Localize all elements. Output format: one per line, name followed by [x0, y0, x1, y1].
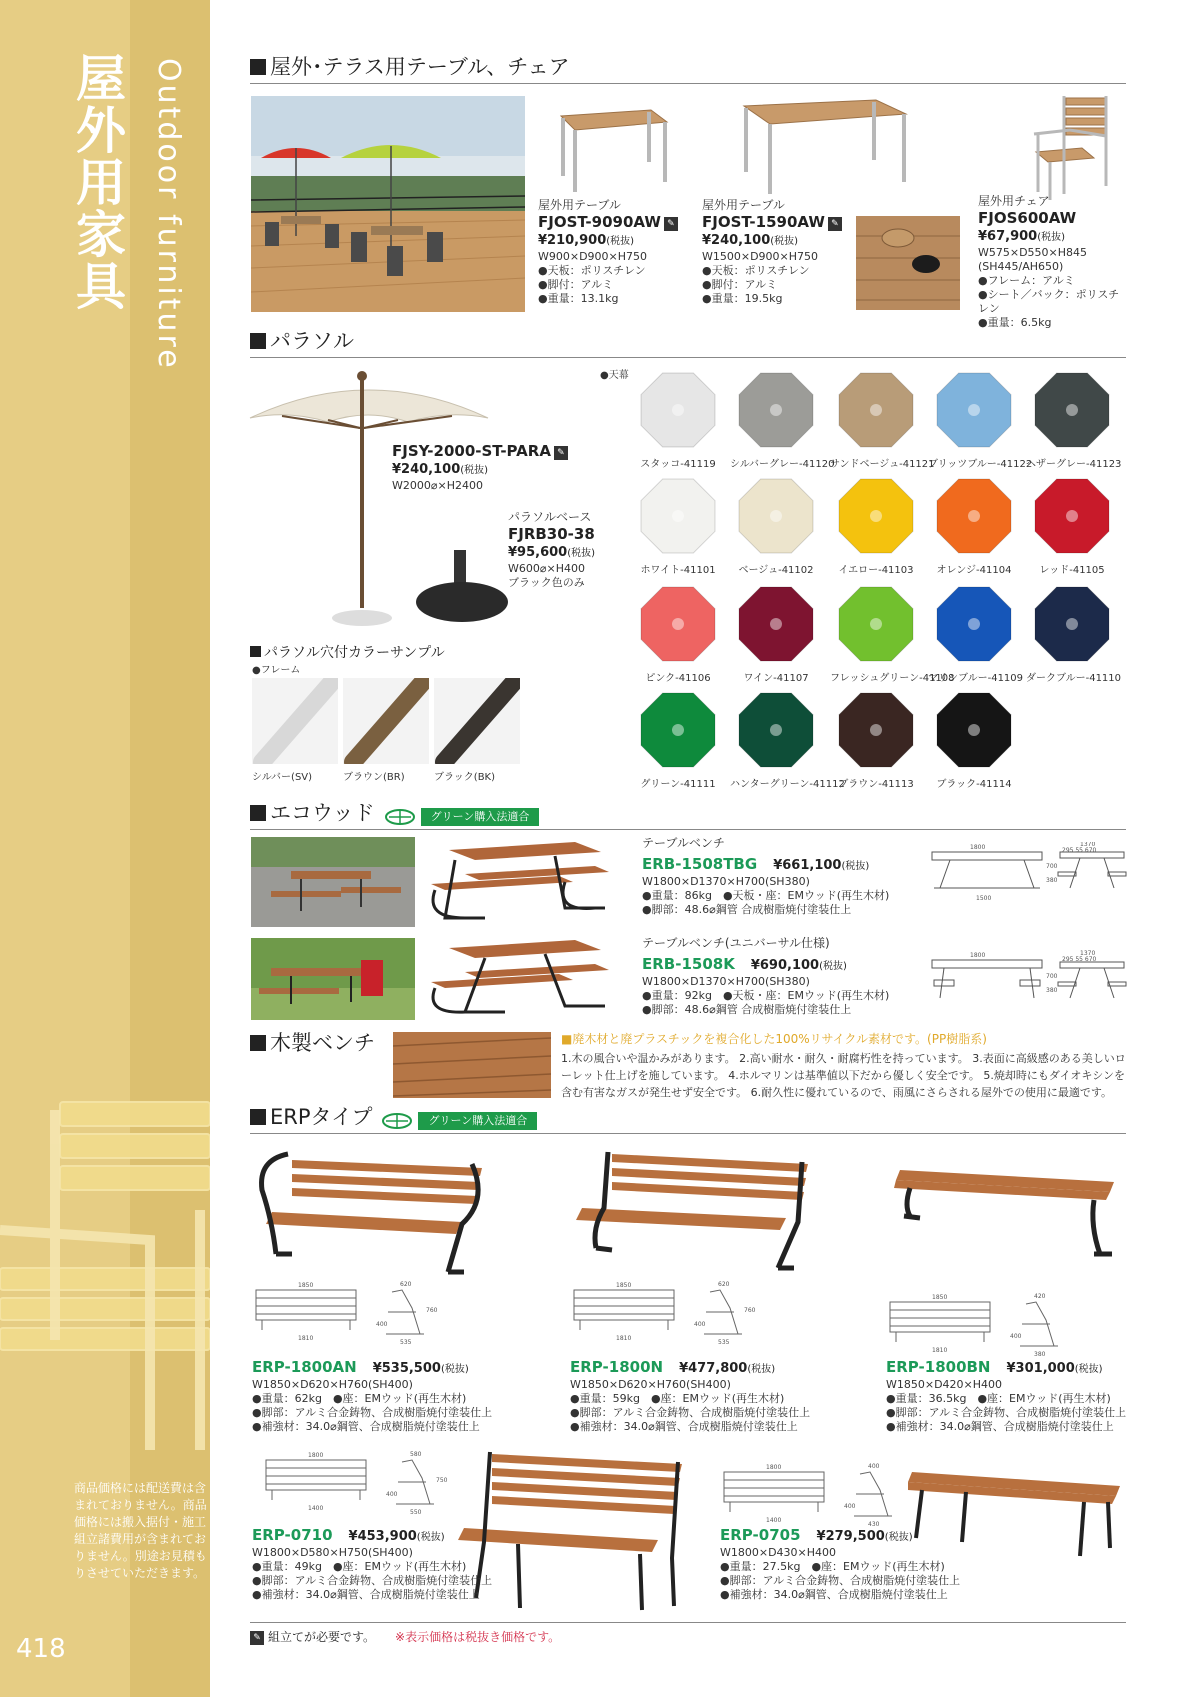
- frame-color-label: ブラック(BK): [434, 772, 496, 783]
- dim-depth: 1370: [1080, 842, 1096, 848]
- spec-line: W900×D900×H750: [538, 250, 648, 263]
- spec-line: ●重量：36.5kg ●座：EMウッド(再生木材): [886, 1392, 1111, 1405]
- erp-product-card: [886, 1354, 1186, 1434]
- dim-seat-height: 400: [694, 1321, 706, 1328]
- terrace-photo: [251, 96, 525, 312]
- spec-line: ●脚部：アルミ合金鋳物、合成樹脂焼付塗装仕上: [252, 1406, 493, 1419]
- table-hole-detail-image: [856, 216, 960, 310]
- product-price: ¥210,900: [538, 233, 607, 248]
- green-purchase-badge: [382, 1108, 537, 1134]
- canopy-swatch: [928, 582, 1024, 684]
- heading-square-icon: [250, 1109, 266, 1125]
- spec-line: ●重量：19.5kg: [702, 292, 783, 305]
- parasol-card: [392, 442, 592, 493]
- canopy-swatch: [928, 688, 1020, 790]
- dim-depth: 420: [1034, 1293, 1046, 1300]
- erp-dimension-drawing: [570, 1278, 770, 1348]
- frame-sample-heading: [250, 642, 445, 662]
- canopy-label: サンドベージュ-41121: [830, 459, 935, 470]
- spec-line: W600⌀×H400: [508, 562, 585, 575]
- dim-depth: 620: [718, 1281, 730, 1288]
- product-price: ¥240,100: [392, 462, 461, 477]
- product-code: FJRB30-38: [508, 525, 595, 543]
- wrench-icon: ✎: [828, 217, 842, 231]
- canopy-label: スタッコ-41119: [640, 459, 716, 470]
- wood-bench-description: 1.木の風合いや温かみがあります。 2.高い耐水・耐久・耐腐朽性を持っています。 3.表面に高級感のある美しいローレット仕上げを施しています。 4.ホルマリンは基準値以下だから優しく安全です。 5.焼却時にもダイオキシンを含む有害なガスが発生せず安全です。 6.耐久性に優れているので、雨風にさらされる屋外での使用に最適です。: [561, 1052, 1126, 1099]
- spec-line: W1800×D1370×H700(SH380): [642, 975, 810, 988]
- parasol-base-card: [508, 510, 618, 590]
- tax-label: (税抜): [1074, 1364, 1103, 1375]
- section-heading-erp: [250, 1104, 1126, 1134]
- spec-line: ●脚部：アルミ合金鋳物、合成樹脂焼付塗装仕上: [570, 1406, 811, 1419]
- footer: [250, 1628, 560, 1645]
- canopy-label: ピンク-41106: [645, 673, 711, 684]
- spec-line: ●脚部：48.6⌀鋼管 合成樹脂焼付塗装仕上: [642, 1003, 852, 1016]
- frame-color-sample: [343, 678, 429, 764]
- product-name: 屋外用チェア: [978, 194, 1050, 208]
- tax-label: (税抜): [1037, 232, 1066, 243]
- erp-dimension-drawing: [720, 1460, 920, 1530]
- frame-color-sample: [252, 678, 338, 764]
- page-number: 418: [16, 1634, 66, 1664]
- heading-text: パラソル穴付カラーサンプル: [264, 645, 445, 661]
- umbrella-canopy-icon: [932, 688, 1016, 772]
- canopy-label: ブラウン-41113: [838, 779, 914, 790]
- spec-line: ●重量：86kg ●天板・座：EMウッド(再生木材): [642, 889, 890, 902]
- product-card-1590: [702, 198, 852, 306]
- product-price: ¥301,000: [1006, 1361, 1075, 1376]
- tax-label: (税抜): [567, 548, 596, 559]
- ecowood-table-1-image: [425, 838, 613, 930]
- canopy-label: グリーン-41111: [640, 779, 716, 790]
- ecowood-drawing-1: [930, 842, 1130, 912]
- umbrella-canopy-icon: [834, 474, 918, 558]
- heading-square-icon: [250, 805, 266, 821]
- dim-seat-height: 400: [376, 1321, 388, 1328]
- footer-divider: [250, 1622, 1126, 1623]
- product-price: ¥535,500: [372, 1361, 441, 1376]
- ecowood-card-2: [642, 936, 912, 1017]
- product-code: ERB-1508TBG: [642, 855, 758, 873]
- dim-base: 535: [718, 1339, 730, 1346]
- sidebar-title-en: Outdoor furniture: [151, 58, 186, 371]
- spec-line: ●天板：ポリスチレン: [538, 264, 646, 277]
- dim-inner-width: 1810: [932, 1347, 948, 1354]
- product-card-9090: [538, 198, 688, 306]
- spec-line: ●補強材：34.0⌀鋼管、合成樹脂焼付塗装仕上: [720, 1588, 948, 1601]
- erp-1800n-image: [572, 1148, 812, 1272]
- dim-height: 700: [1046, 973, 1058, 980]
- product-price: ¥690,100: [750, 958, 820, 973]
- chair-image: [1030, 92, 1110, 202]
- erp-dimension-drawing: [252, 1278, 452, 1348]
- dim-inner-width: 1810: [298, 1335, 314, 1342]
- spec-line: W1800×D1370×H700(SH380): [642, 875, 810, 888]
- dim-inner-width: 1400: [308, 1505, 324, 1512]
- product-code: ERB-1508K: [642, 955, 735, 973]
- erp-product-card: [570, 1354, 870, 1434]
- spec-line: W1850×D620×H760(SH400): [252, 1378, 413, 1391]
- canopy-swatch: [830, 582, 955, 684]
- umbrella-canopy-icon: [636, 368, 720, 452]
- dim-seat: 295 55 670: [1062, 847, 1097, 854]
- product-card-chair: [978, 194, 1128, 330]
- umbrella-canopy-icon: [734, 368, 818, 452]
- spec-line: ●重量：49kg ●座：EMウッド(再生木材): [252, 1560, 467, 1573]
- canopy-swatch: [632, 368, 724, 470]
- canopy-label: ブリッツブルー-41122: [928, 459, 1033, 470]
- sidebar-note: 商品価格には配送費は含まれておりません。商品価格には搬入据付・施工組立諸費用が含まれておりません。別途お見積もりさせていただきます。: [74, 1481, 207, 1580]
- spec-line: ●脚部：アルミ合金鋳物、合成樹脂焼付塗装仕上: [252, 1574, 493, 1587]
- section-heading-ecowood: [250, 800, 1126, 830]
- tax-label: (税抜): [747, 1364, 776, 1375]
- canopy-swatch: [830, 474, 922, 576]
- erp-1800bn-image: [894, 1166, 1120, 1260]
- umbrella-canopy-icon: [734, 582, 818, 666]
- sidebar-chair-illustration: [0, 1090, 210, 1460]
- product-code: ERP-1800N: [570, 1358, 664, 1376]
- heading-square-icon: [250, 333, 266, 349]
- canopy-swatch: [830, 688, 922, 790]
- canopy-label: レッド-41105: [1039, 565, 1105, 576]
- product-code: ERP-1800AN: [252, 1358, 357, 1376]
- heading-square-icon: [250, 1035, 266, 1051]
- dim-length: 1500: [976, 895, 992, 902]
- frame-color-sample: [434, 678, 520, 764]
- frame-color-label: シルバー(SV): [252, 772, 313, 783]
- umbrella-canopy-icon: [734, 688, 818, 772]
- ecowood-table-2-image: [425, 936, 613, 1022]
- dim-seat: 295 55 670: [1062, 956, 1097, 963]
- canopy-label: ●天幕: [600, 370, 629, 381]
- umbrella-canopy-icon: [1030, 368, 1114, 452]
- spec-line: ●補強材：34.0⌀鋼管、合成樹脂焼付塗装仕上: [252, 1420, 480, 1433]
- table-1590-image: [740, 96, 910, 200]
- dim-depth: 400: [868, 1463, 880, 1470]
- product-price: ¥240,100: [702, 233, 771, 248]
- product-code: FJOS600AW: [978, 209, 1077, 227]
- product-name: テーブルベンチ(ユニバーサル仕様): [642, 936, 830, 950]
- canopy-label: オレンジ-41104: [936, 565, 1012, 576]
- section-heading-terrace: [250, 54, 1126, 84]
- spec-line: ●脚付：アルミ: [702, 278, 778, 291]
- product-code: FJOST-1590AW: [702, 213, 825, 231]
- dim-width: 1850: [616, 1282, 632, 1289]
- umbrella-canopy-icon: [932, 474, 1016, 558]
- spec-line: ●重量：62kg ●座：EMウッド(再生木材): [252, 1392, 467, 1405]
- canopy-swatch: [830, 368, 935, 470]
- spec-line: ●補強材：34.0⌀鋼管、合成樹脂焼付塗装仕上: [886, 1420, 1114, 1433]
- spec-line: W575×D550×H845: [978, 246, 1088, 259]
- dim-height: 700: [1046, 863, 1058, 870]
- canopy-swatch: [730, 368, 835, 470]
- parasol-base-image: [414, 546, 514, 626]
- assembly-note: 組立てが必要です。: [268, 1630, 376, 1644]
- umbrella-canopy-icon: [932, 368, 1016, 452]
- erp-dimension-drawing: [886, 1290, 1086, 1360]
- tax-note: ※表示価格は税抜き価格です。: [395, 1630, 561, 1644]
- canopy-swatch: [928, 368, 1033, 470]
- product-price: ¥661,100: [773, 858, 842, 873]
- canopy-swatch: [730, 582, 822, 684]
- heading-text: 木製ベンチ: [270, 1031, 375, 1055]
- umbrella-canopy-icon: [636, 474, 720, 558]
- umbrella-canopy-icon: [834, 582, 918, 666]
- spec-line: W1800×D580×H750(SH400): [252, 1546, 413, 1559]
- canopy-label: シルバーグレー-41120: [730, 459, 835, 470]
- heading-text: パラソル: [270, 329, 354, 353]
- spec-line: ●天板：ポリスチレン: [702, 264, 810, 277]
- erp-dimension-drawing: [262, 1448, 462, 1518]
- spec-line: W1800×D430×H400: [720, 1546, 837, 1559]
- canopy-swatch: [730, 688, 845, 790]
- spec-line: ●脚付：アルミ: [538, 278, 614, 291]
- umbrella-canopy-icon: [734, 474, 818, 558]
- section-heading-parasol: [250, 328, 1126, 358]
- spec-line: W1500×D900×H750: [702, 250, 819, 263]
- umbrella-canopy-icon: [932, 582, 1016, 666]
- umbrella-canopy-icon: [1030, 474, 1114, 558]
- spec-line: ●シート／バック：ポリスチレン: [978, 288, 1120, 315]
- spec-line: W1850×D620×H760(SH400): [570, 1378, 731, 1391]
- dim-height: 750: [436, 1477, 448, 1484]
- erp-product-card: [252, 1354, 552, 1434]
- spec-line: ●フレーム：アルミ: [978, 274, 1075, 287]
- dim-width: 1800: [308, 1452, 324, 1459]
- ecowood-photo-2: [251, 938, 415, 1020]
- frame-color-label: ブラウン(BR): [343, 772, 405, 783]
- sidebar-title: 屋外用家具: [68, 52, 126, 312]
- product-name: パラソルベース: [508, 510, 592, 524]
- spec-line: ●重量：13.1kg: [538, 292, 619, 305]
- dim-depth: 620: [400, 1281, 412, 1288]
- umbrella-canopy-icon: [636, 688, 720, 772]
- dim-width: 1850: [932, 1294, 948, 1301]
- dim-depth: 580: [410, 1451, 422, 1458]
- tax-label: (税抜): [819, 961, 847, 972]
- dim-seat-height: 400: [386, 1491, 398, 1498]
- heading-square-icon: [250, 646, 261, 657]
- green-badge-label: グリーン購入法適合: [421, 808, 540, 826]
- canopy-label: ベージュ-41102: [738, 565, 814, 576]
- canopy-label: ダークブルー-41110: [1026, 673, 1122, 684]
- tax-label: (税抜): [841, 861, 870, 872]
- dim-base: 535: [400, 1339, 412, 1346]
- spec-line: W1850×D420×H400: [886, 1378, 1003, 1391]
- wrench-icon: ✎: [250, 1631, 264, 1645]
- recycled-wood-sample-image: [393, 1032, 551, 1098]
- canopy-label: マリンブルー-41109: [928, 673, 1024, 684]
- dim-base: 430: [868, 1521, 880, 1528]
- umbrella-canopy-icon: [834, 368, 918, 452]
- globe-icon: [382, 1113, 412, 1129]
- canopy-swatch: [1026, 474, 1118, 576]
- erp-product-card: [252, 1522, 552, 1602]
- wrench-icon: ✎: [554, 446, 568, 460]
- product-name: 屋外用テーブル: [538, 198, 621, 212]
- wrench-icon: ✎: [664, 217, 678, 231]
- canopy-label: フレッシュグリーン-41108: [830, 673, 955, 684]
- tax-label: (税抜): [606, 236, 635, 247]
- erp-product-card: [720, 1522, 1020, 1602]
- umbrella-canopy-icon: [636, 582, 720, 666]
- spec-line: ●補強材：34.0⌀鋼管、合成樹脂焼付塗装仕上: [570, 1420, 798, 1433]
- product-code: FJOST-9090AW: [538, 213, 661, 231]
- spec-line: ●重量：92kg ●天板・座：EMウッド(再生木材): [642, 989, 890, 1002]
- canopy-swatch: [730, 474, 822, 576]
- globe-icon: [385, 809, 415, 825]
- spec-line: ブラック色のみ: [508, 576, 585, 589]
- product-code: ERP-1800BN: [886, 1358, 991, 1376]
- tax-label: (税抜): [440, 1364, 469, 1375]
- tax-label: (税抜): [884, 1532, 913, 1543]
- ecowood-photo-1: [251, 837, 415, 927]
- umbrella-canopy-icon: [1030, 582, 1114, 666]
- spec-line: ●脚部：48.6⌀鋼管 合成樹脂焼付塗装仕上: [642, 903, 852, 916]
- canopy-label: ブラック-41114: [936, 779, 1012, 790]
- frame-tube-icon: [343, 678, 429, 764]
- product-name: テーブルベンチ: [642, 836, 725, 850]
- dim-seat-height: 400: [844, 1503, 856, 1510]
- heading-square-icon: [250, 59, 266, 75]
- spec-line: ●脚部：アルミ合金鋳物、合成樹脂焼付塗装仕上: [720, 1574, 961, 1587]
- canopy-label: ホワイト-41101: [640, 565, 716, 576]
- tax-label: (税抜): [460, 465, 489, 476]
- tax-label: (税抜): [416, 1532, 445, 1543]
- product-price: ¥453,900: [348, 1529, 417, 1544]
- dim-seat-height: 400: [1010, 1333, 1022, 1340]
- green-purchase-badge: [385, 804, 540, 830]
- product-price: ¥477,800: [679, 1361, 748, 1376]
- canopy-swatch: [632, 582, 724, 684]
- umbrella-canopy-icon: [834, 688, 918, 772]
- green-badge-label: グリーン購入法適合: [418, 1112, 537, 1130]
- frame-tube-icon: [252, 678, 338, 764]
- dim-height: 760: [744, 1307, 756, 1314]
- dim-base: 380: [1034, 1351, 1046, 1358]
- erp-1800an-image: [252, 1150, 482, 1276]
- dim-inner-width: 1810: [616, 1335, 632, 1342]
- product-name: 屋外用テーブル: [702, 198, 785, 212]
- product-code: ERP-0710: [252, 1526, 333, 1544]
- product-code: ERP-0705: [720, 1526, 801, 1544]
- heading-text: 屋外･テラス用テーブル、チェア: [270, 55, 570, 79]
- spec-line: W2000⌀×H2400: [392, 479, 483, 492]
- heading-text: エコウッド: [270, 801, 375, 825]
- dim-width: 1800: [970, 844, 986, 851]
- spec-line: ●重量：27.5kg ●座：EMウッド(再生木材): [720, 1560, 945, 1573]
- dim-seat-height: 380: [1046, 987, 1058, 994]
- spec-line: ●補強材：34.0⌀鋼管、合成樹脂焼付塗装仕上: [252, 1588, 480, 1601]
- spec-line: ●脚部：アルミ合金鋳物、合成樹脂焼付塗装仕上: [886, 1406, 1127, 1419]
- canopy-swatch: [928, 474, 1020, 576]
- canopy-label: ヘザーグレー-41123: [1026, 459, 1122, 470]
- wood-bench-headline: ■廃木材と廃プラスチックを複合化した100%リサイクル素材です。(PP樹脂系): [561, 1032, 987, 1046]
- dim-width: 1800: [766, 1464, 782, 1471]
- heading-text: ERPタイプ: [270, 1105, 373, 1129]
- canopy-swatch: [632, 474, 724, 576]
- canopy-label: イエロー-41103: [838, 565, 914, 576]
- dim-height: 760: [426, 1307, 438, 1314]
- dim-depth: 1370: [1080, 950, 1096, 957]
- spec-line: (SH445/AH650): [978, 260, 1064, 273]
- dim-base: 550: [410, 1509, 422, 1516]
- canopy-swatch: [1026, 582, 1122, 684]
- dim-inner-width: 1400: [766, 1517, 782, 1524]
- product-price: ¥67,900: [978, 229, 1038, 244]
- dim-width: 1850: [298, 1282, 314, 1289]
- dim-seat-height: 380: [1046, 877, 1058, 884]
- frame-label: ●フレーム: [252, 665, 301, 676]
- table-9090-image: [555, 100, 670, 200]
- dim-width: 1800: [970, 952, 986, 959]
- ecowood-drawing-2: [930, 950, 1130, 1012]
- sidebar: [0, 0, 210, 1697]
- frame-tube-icon: [434, 678, 520, 764]
- canopy-label: ハンターグリーン-41112: [730, 779, 845, 790]
- tax-label: (税抜): [770, 236, 799, 247]
- product-code: FJSY-2000-ST-PARA: [392, 442, 551, 460]
- product-price: ¥279,500: [816, 1529, 885, 1544]
- ecowood-card-1: [642, 836, 912, 917]
- product-price: ¥95,600: [508, 545, 568, 560]
- canopy-label: ワイン-41107: [743, 673, 809, 684]
- spec-line: ●重量：6.5kg: [978, 316, 1052, 329]
- section-heading-wood-bench: [250, 1027, 375, 1057]
- canopy-swatch: [632, 688, 724, 790]
- spec-line: ●重量：59kg ●座：EMウッド(再生木材): [570, 1392, 785, 1405]
- canopy-swatch: [1026, 368, 1122, 470]
